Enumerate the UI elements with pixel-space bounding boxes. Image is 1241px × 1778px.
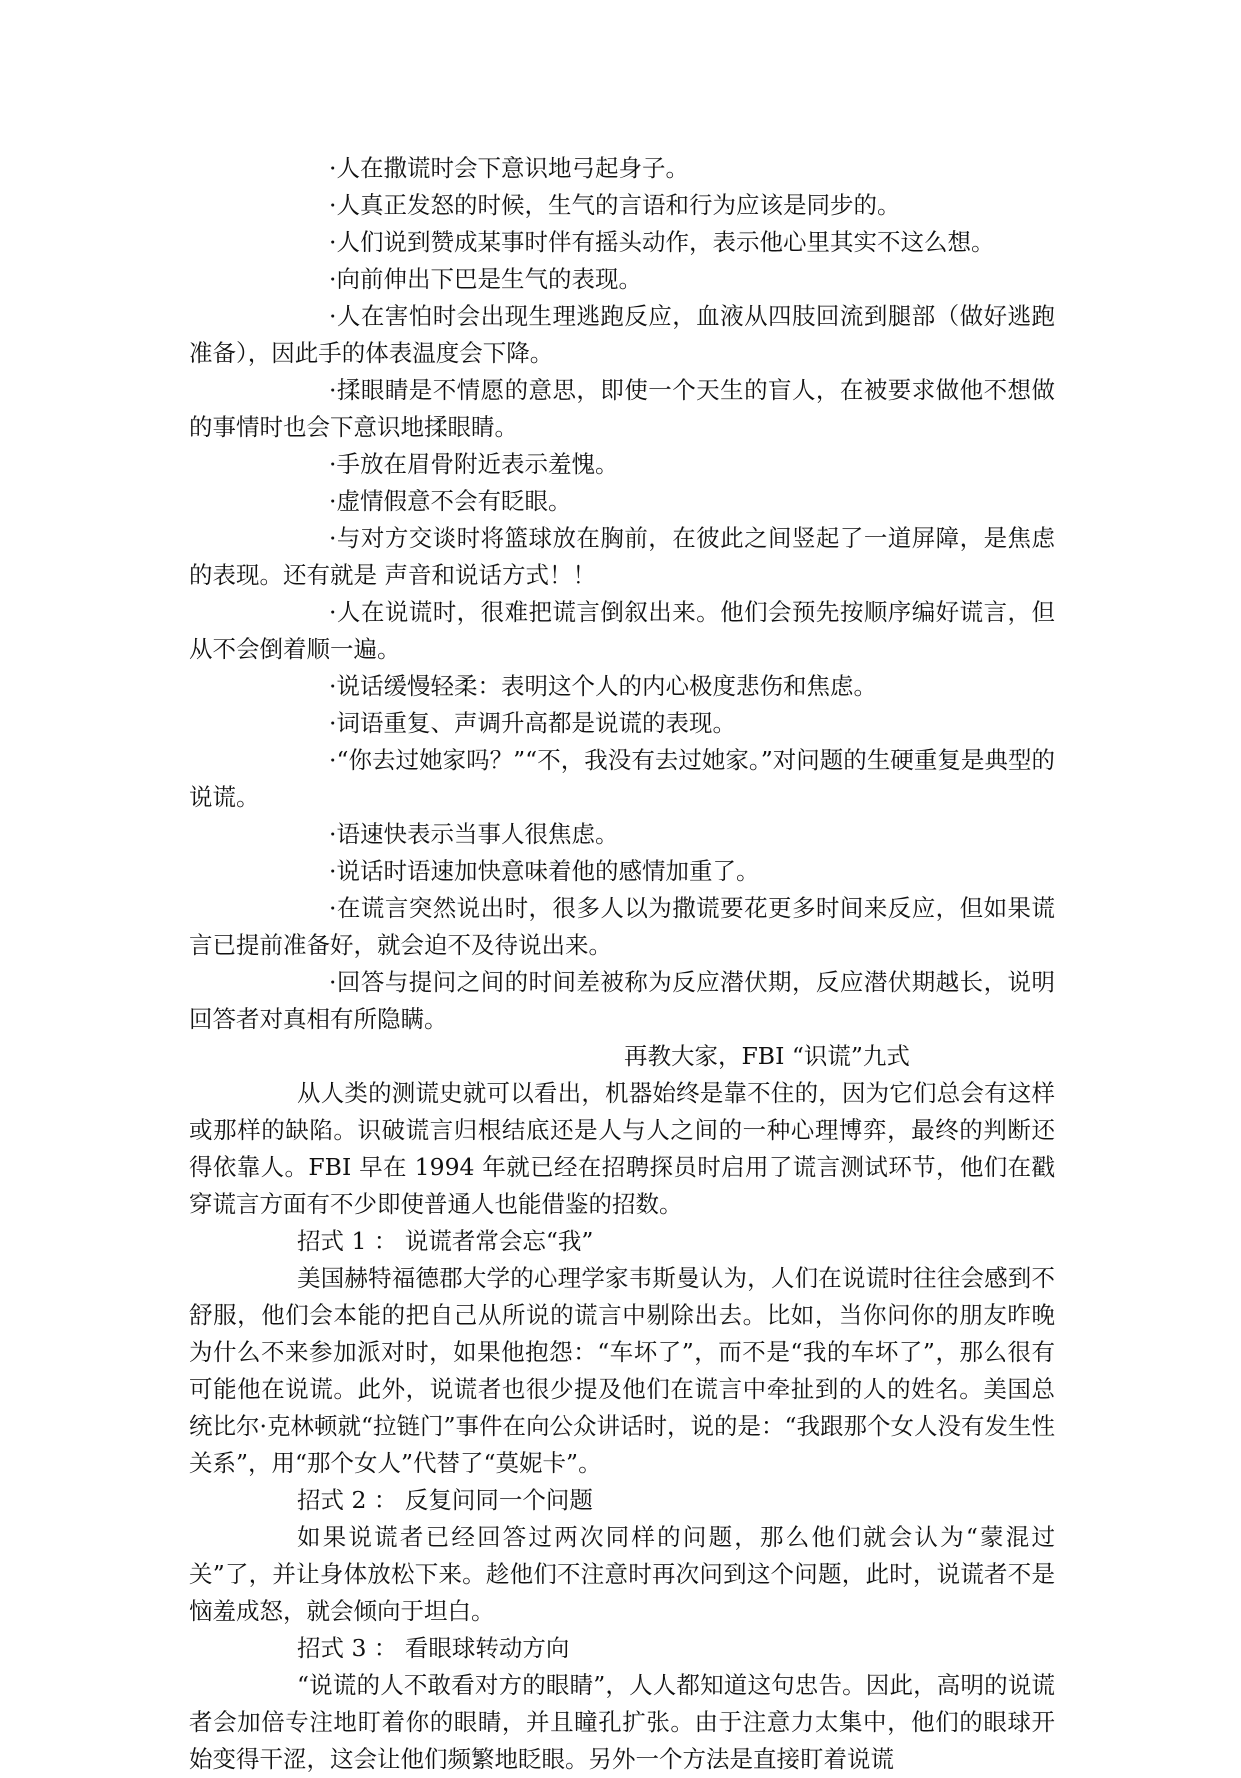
bullet-item: ·语速快表示当事人很焦虑。 [329,820,619,848]
bullet-item: ·人们说到赞成某事时伴有摇头动作，表示他心里其实不这么想。 [329,228,995,256]
bullet-item: ·说话时语速加快意味着他的感情加重了。 [329,857,760,885]
bullet-item: ·人在说谎时，很难把谎言倒叙出来。他们会预先按顺序编好谎言，但从不会倒着顺一遍。 [189,598,1055,663]
bullet-item: ·虚情假意不会有眨眼。 [329,487,572,515]
bullet-item: ·在谎言突然说出时，很多人以为撒谎要花更多时间来反应，但如果谎言已提前准备好，就会迫不及待说出来。 [189,894,1055,959]
bullet-item: ·人真正发怒的时候，生气的言语和行为应该是同步的。 [329,191,901,219]
bullet-item: ·“你去过她家吗？”“不，我没有去过她家。”对问题的生硬重复是典型的说谎。 [189,746,1055,811]
intro-paragraph: 从人类的测谎史就可以看出，机器始终是靠不住的，因为它们总会有这样或那样的缺陷。识破谎言归根结底还是人与人之间的一种心理博弈，最终的判断还得依靠人。FBI 早在 1994 年就已经在招聘探员时启用了谎言测试环节，他们在戳穿谎言方面有不少即使普通人也能借鉴的招数。 [189,1079,1055,1218]
move-body: “说谎的人不敢看对方的眼睛”，人人都知道这句忠告。因此，高明的说谎者会加倍专注地盯着你的眼睛，并且瞳孔扩张。由于注意力太集中，他们的眼球开始变得干涩，这会让他们频繁地眨眼。另外一个方法是直接盯着说谎 [189,1671,1055,1773]
document-page [189,150,1055,1778]
bullet-item: ·人在撒谎时会下意识地弓起身子。 [329,154,689,182]
bullet-item: ·与对方交谈时将篮球放在胸前，在彼此之间竖起了一道屏障，是焦虑的表现。还有就是 声音和说话方式！！ [189,524,1055,589]
bullet-item: ·说话缓慢轻柔：表明这个人的内心极度悲伤和焦虑。 [329,672,877,700]
move-body: 美国赫特福德郡大学的心理学家韦斯曼认为，人们在说谎时往往会感到不舒服，他们会本能的把自己从所说的谎言中剔除出去。比如，当你问你的朋友昨晚为什么不来参加派对时，如果他抱怨：“车坏了”，而不是“我的车坏了”，那么很有可能他在说谎。此外，说谎者也很少提及他们在谎言中牵扯到的人的姓名。美国总统比尔·克林顿就“拉链门”事件在向公众讲话时，说的是：“我跟那个女人没有发生性关系”，用“那个女人”代替了“莫妮卡”。 [189,1264,1056,1477]
move-body: 如果说谎者已经回答过两次同样的问题，那么他们就会认为“蒙混过关”了，并让身体放松下来。趁他们不注意时再次问到这个问题，此时，说谎者不是恼羞成怒，就会倾向于坦白。 [189,1523,1055,1625]
section-title: 再教大家，FBI “识谎”九式 [624,1042,910,1070]
bullet-item: ·人在害怕时会出现生理逃跑反应，血液从四肢回流到腿部（做好逃跑准备），因此手的体表温度会下降。 [189,302,1055,367]
bullet-item: ·手放在眉骨附近表示羞愧。 [329,450,619,478]
bullet-item: ·词语重复、声调升高都是说谎的表现。 [329,709,736,737]
bullet-item: ·向前伸出下巴是生气的表现。 [329,265,642,293]
bullet-item: ·回答与提问之间的时间差被称为反应潜伏期，反应潜伏期越长，说明回答者对真相有所隐瞒。 [189,968,1055,1033]
move-title: 招式 2 ： 反复问同一个问题 [297,1486,593,1514]
move-title: 招式 1 ： 说谎者常会忘“我” [297,1227,594,1255]
move-title: 招式 3 ： 看眼球转动方向 [297,1634,570,1662]
bullet-item: ·揉眼睛是不情愿的意思，即使一个天生的盲人，在被要求做他不想做的事情时也会下意识地揉眼睛。 [189,376,1055,441]
